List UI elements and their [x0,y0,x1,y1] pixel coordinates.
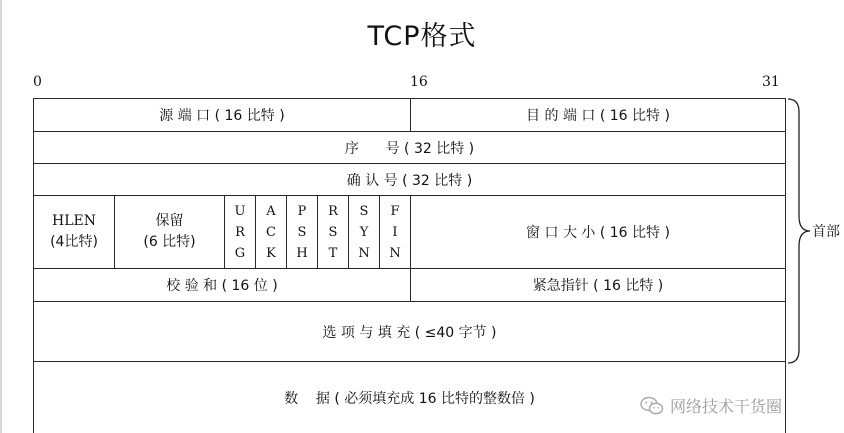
flag-urg-char-3: G [234,245,246,261]
flag-syn [348,195,380,269]
flag-rst-char-2: S [328,224,338,240]
flag-urg-char-2: R [235,224,245,240]
diagram-title: TCP格式 [367,21,477,52]
flag-psh-char-1: P [297,203,307,219]
flag-syn-char-2: Y [359,224,369,240]
hlen-field [33,195,115,269]
reserved-bits-label: (6 比特) [143,234,196,250]
flag-rst [317,195,349,269]
bit-label-31: 31 [762,74,780,90]
reserved-field [114,195,225,269]
header-brace-label: 首部 [812,224,840,240]
flag-fin-char-3: N [389,245,401,261]
tcp-header-table [33,98,786,433]
flag-ack-char-2: C [266,224,276,240]
flag-urg [224,195,256,269]
wechat-icon [640,396,664,416]
bit-label-16: 16 [410,74,428,90]
hlen-bits-label: (4比特) [50,234,98,250]
left-edge-line [0,0,2,433]
sequence-number-label: 序 号 ( 32 比特 ) [344,140,475,157]
destination-port-field: 目 的 端 口 ( 16 比特 ) [410,98,786,132]
watermark-text: 网络技术干货圈 [670,397,783,416]
source-port-field: 源 端 口 ( 16 比特 ) [33,98,411,132]
flag-fin-char-2: I [392,224,398,240]
flag-psh [286,195,318,269]
reserved-label: 保留 [155,213,184,229]
flag-fin-char-1: F [390,203,400,219]
watermark [640,394,782,417]
flag-rst-char-1: R [328,203,338,219]
sequence-number-field [33,131,786,164]
data-field-label: 数 据 ( 必须填充成 16 比特的整数倍 ) [284,390,535,407]
acknowledgement-number-field: 确 认 号 ( 32 比特 ) [33,163,786,196]
flag-ack-char-3: K [266,245,276,261]
flag-psh-char-2: S [297,224,307,240]
flag-urg-char-1: U [234,203,246,219]
header-brace [786,98,812,364]
flag-fin [379,195,411,269]
flag-syn-char-1: S [359,203,369,219]
bit-label-0: 0 [33,74,42,90]
options-padding-field: 选 项 与 填 充 ( ≤40 字节 ) [33,301,786,362]
flag-syn-char-3: N [358,245,370,261]
flag-ack-char-1: A [266,203,276,219]
urgent-pointer-field: 紧急指针 ( 16 比特 ) [410,268,786,302]
window-size-field: 窗 口 大 小 ( 16 比特 ) [410,195,786,269]
checksum-field: 校 验 和 ( 16 位 ) [33,268,411,302]
flag-ack [255,195,287,269]
hlen-label: HLEN [52,213,96,229]
flag-psh-char-3: H [296,245,308,261]
flag-rst-char-3: T [328,245,338,261]
